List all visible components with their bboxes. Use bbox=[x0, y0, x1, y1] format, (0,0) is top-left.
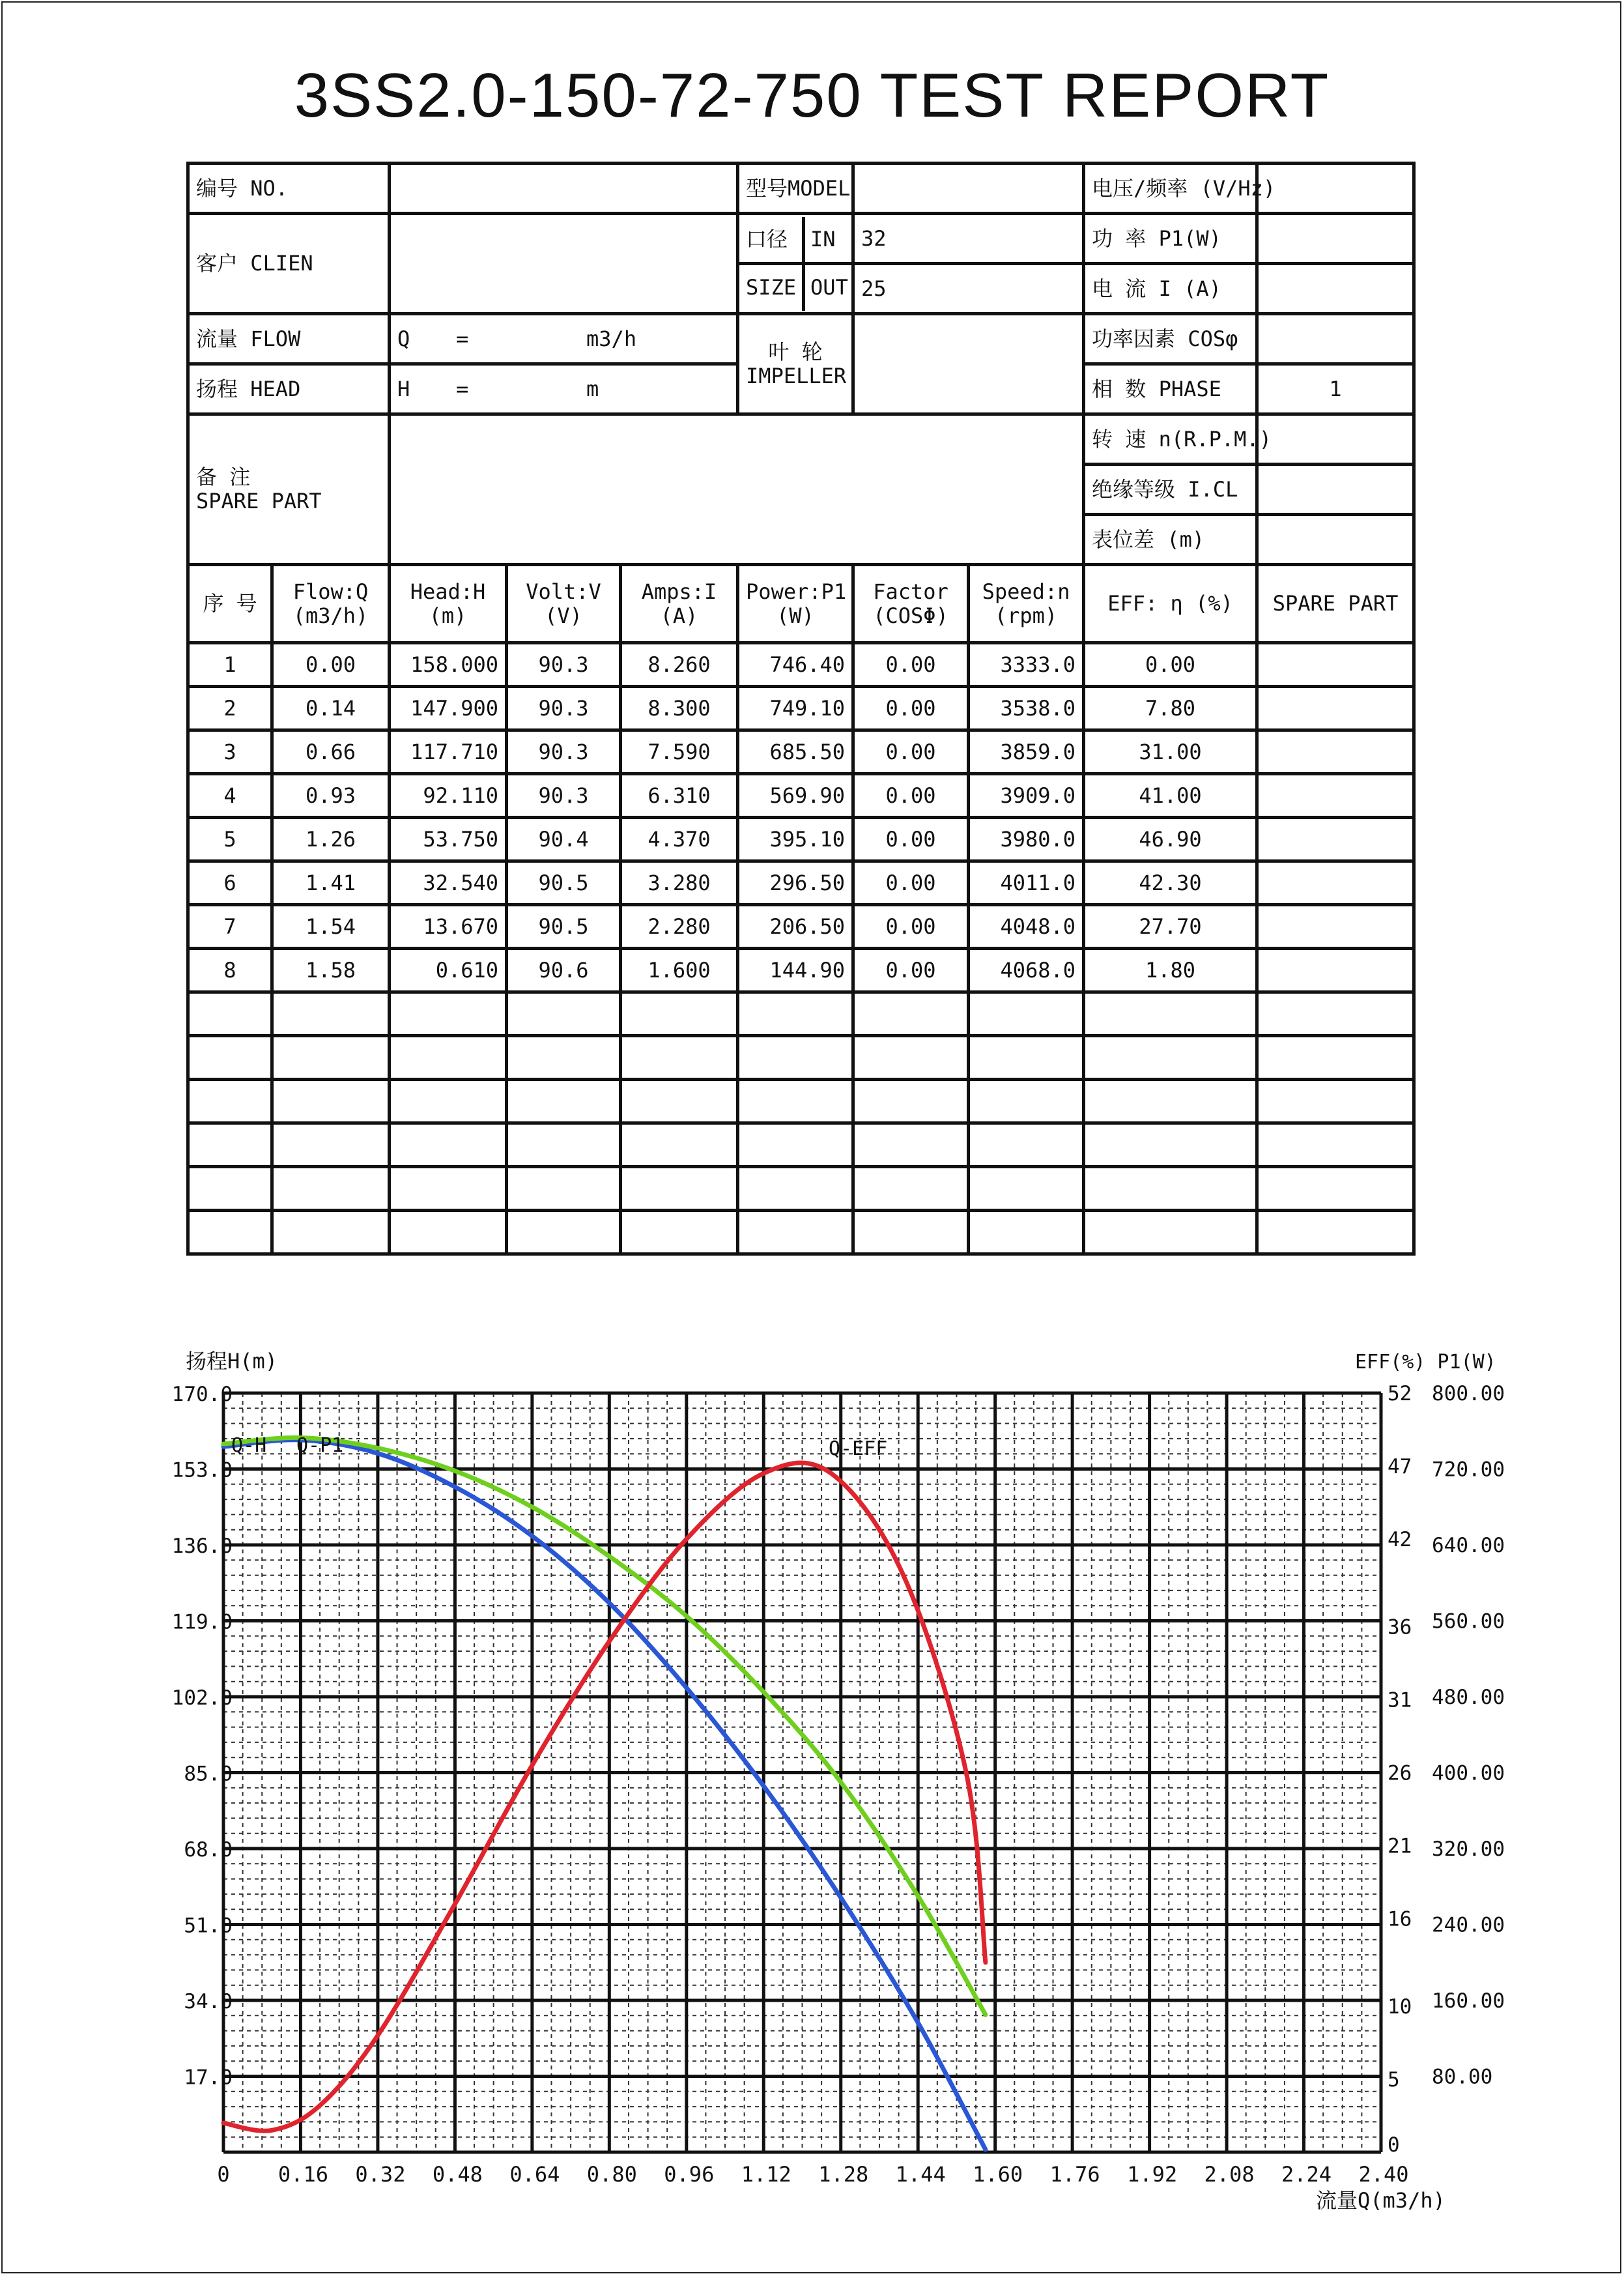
empty-cell bbox=[188, 1167, 272, 1211]
table-cell: 749.10 bbox=[738, 687, 853, 730]
table-cell bbox=[1257, 643, 1414, 687]
table-cell: 6.310 bbox=[621, 774, 738, 818]
empty-cell bbox=[188, 1211, 272, 1254]
empty-cell bbox=[621, 992, 738, 1036]
column-header-line: (rpm) bbox=[994, 603, 1058, 628]
empty-cell bbox=[738, 1123, 853, 1167]
x-tick-label: 0.32 bbox=[355, 2162, 406, 2187]
table-cell: 1.54 bbox=[272, 905, 390, 949]
impeller-value bbox=[853, 314, 1084, 414]
empty-cell bbox=[390, 1123, 507, 1167]
table-cell: 1.80 bbox=[1084, 949, 1257, 992]
table-cell: 117.710 bbox=[390, 730, 507, 774]
column-header-line: Volt:V bbox=[526, 579, 601, 604]
empty-cell bbox=[1257, 1167, 1414, 1211]
column-header-line: Amps:I bbox=[641, 579, 717, 604]
x-tick-label: 1.44 bbox=[895, 2162, 946, 2187]
table-cell: 0.66 bbox=[272, 730, 390, 774]
column-header-line: Head:H bbox=[410, 579, 486, 604]
x-tick-label: 1.92 bbox=[1127, 2162, 1178, 2187]
y-tick-label: 85.0 bbox=[184, 1762, 233, 1786]
data-section bbox=[188, 565, 1414, 1254]
x-tick-label: 1.12 bbox=[741, 2162, 791, 2187]
x-tick-label: 2.40 bbox=[1358, 2162, 1409, 2187]
model-label: 型号MODEL bbox=[738, 164, 853, 214]
column-header-line: Speed:n bbox=[982, 579, 1070, 604]
eff-tick-label: 5 bbox=[1388, 2067, 1400, 2092]
x-tick-label: 0.48 bbox=[432, 2162, 483, 2187]
table-cell: 7.590 bbox=[621, 730, 738, 774]
table-cell: 41.00 bbox=[1084, 774, 1257, 818]
table-cell: 395.10 bbox=[738, 818, 853, 861]
empty-cell bbox=[621, 1036, 738, 1080]
y-tick-label: 136.0 bbox=[171, 1534, 233, 1558]
y-tick-label: 102.0 bbox=[171, 1686, 233, 1710]
column-header bbox=[272, 565, 390, 643]
head-h: H bbox=[397, 376, 410, 401]
table-cell: 0.00 bbox=[853, 861, 969, 905]
table-cell: 31.00 bbox=[1084, 730, 1257, 774]
x-tick-label: 0.64 bbox=[509, 2162, 560, 2187]
empty-cell bbox=[507, 1036, 621, 1080]
y-tick-label: 153.0 bbox=[171, 1458, 233, 1482]
empty-cell bbox=[621, 1167, 738, 1211]
table-cell: 3859.0 bbox=[969, 730, 1084, 774]
column-header bbox=[738, 565, 853, 643]
x-tick-label: 0 bbox=[217, 2162, 230, 2187]
table-cell: 46.90 bbox=[1084, 818, 1257, 861]
remark-cn: 备 注 bbox=[196, 465, 251, 490]
flow-label: 流量 FLOW bbox=[188, 314, 390, 364]
table-cell: 0.610 bbox=[390, 949, 507, 992]
p1-tick-label: 560.00 bbox=[1432, 1609, 1505, 1634]
x-tick-label: 0.16 bbox=[278, 2162, 328, 2187]
empty-cell bbox=[1257, 1123, 1414, 1167]
table-row bbox=[188, 861, 1414, 905]
empty-cell bbox=[738, 992, 853, 1036]
x-axis-label: 流量Q(m3/h) bbox=[1316, 2188, 1446, 2213]
table-cell: 3538.0 bbox=[969, 687, 1084, 730]
y-axis-label: 扬程H(m) bbox=[186, 1349, 278, 1374]
factor-label: 功率因素 COSφ bbox=[1084, 314, 1257, 364]
column-header bbox=[1257, 565, 1414, 643]
empty-cell bbox=[1257, 992, 1414, 1036]
x-tick-label: 2.24 bbox=[1281, 2162, 1332, 2187]
column-header-line: (W) bbox=[776, 603, 814, 628]
insulation-value bbox=[1257, 465, 1414, 515]
x-tick-label: 1.60 bbox=[973, 2162, 1023, 2187]
empty-cell bbox=[738, 1167, 853, 1211]
size-cell bbox=[738, 214, 853, 314]
empty-table-row bbox=[188, 1167, 1414, 1211]
eff-tick-label: 21 bbox=[1388, 1834, 1412, 1858]
empty-cell bbox=[621, 1211, 738, 1254]
table-row bbox=[188, 905, 1414, 949]
flow-unit: m3/h bbox=[586, 326, 637, 351]
empty-cell bbox=[738, 1080, 853, 1123]
phase-value: 1 bbox=[1257, 364, 1414, 414]
eff-tick-label: 52 bbox=[1388, 1382, 1412, 1405]
table-cell: 746.40 bbox=[738, 643, 853, 687]
table-cell: 0.00 bbox=[853, 818, 969, 861]
y-tick-label: 34.0 bbox=[184, 1990, 233, 2013]
table-cell bbox=[1257, 774, 1414, 818]
empty-table-row bbox=[188, 1123, 1414, 1167]
size-in-label: IN bbox=[805, 217, 851, 266]
p1-tick-label: 400.00 bbox=[1432, 1761, 1505, 1785]
table-cell: 0.00 bbox=[1084, 643, 1257, 687]
p1-tick-label: 720.00 bbox=[1432, 1458, 1505, 1482]
table-cell: 0.00 bbox=[853, 905, 969, 949]
power-value bbox=[1257, 214, 1414, 264]
table-cell: 1.26 bbox=[272, 818, 390, 861]
y2-axis-label: EFF(%) P1(W) bbox=[1355, 1351, 1496, 1374]
table-cell: 8.260 bbox=[621, 643, 738, 687]
table-cell: 3 bbox=[188, 730, 272, 774]
table-cell: 32.540 bbox=[390, 861, 507, 905]
table-cell: 0.00 bbox=[853, 643, 969, 687]
table-cell: 4.370 bbox=[621, 818, 738, 861]
header-section bbox=[188, 164, 1414, 565]
empty-cell bbox=[272, 1080, 390, 1123]
head-unit: m bbox=[586, 376, 599, 401]
empty-cell bbox=[507, 1167, 621, 1211]
head-label: 扬程 HEAD bbox=[188, 364, 390, 414]
column-header-line: SPARE PART bbox=[1272, 591, 1399, 616]
empty-cell bbox=[853, 1211, 969, 1254]
column-header-line: Power:P1 bbox=[746, 579, 847, 604]
table-cell: 90.6 bbox=[507, 949, 621, 992]
column-header bbox=[621, 565, 738, 643]
x-tick-label: 0.96 bbox=[664, 2162, 715, 2187]
table-cell: 3980.0 bbox=[969, 818, 1084, 861]
table-cell: 0.00 bbox=[853, 687, 969, 730]
table-cell: 6 bbox=[188, 861, 272, 905]
y-tick-label: 51.0 bbox=[184, 1914, 233, 1938]
p1-tick-label: 640.00 bbox=[1432, 1534, 1505, 1557]
qp-annotation: Q-P1 bbox=[296, 1434, 344, 1457]
x-tick-label: 1.28 bbox=[818, 2162, 869, 2187]
p1-tick-label: 240.00 bbox=[1432, 1913, 1505, 1937]
empty-cell bbox=[188, 1036, 272, 1080]
table-cell: 685.50 bbox=[738, 730, 853, 774]
size-out-value: 25 bbox=[853, 264, 1084, 314]
empty-cell bbox=[969, 1036, 1084, 1080]
column-header-line: EFF: η (%) bbox=[1107, 591, 1233, 616]
empty-cell bbox=[188, 1080, 272, 1123]
phase-label: 相 数 PHASE bbox=[1084, 364, 1257, 414]
table-cell: 53.750 bbox=[390, 818, 507, 861]
y-tick-label: 119.0 bbox=[171, 1610, 233, 1634]
empty-cell bbox=[1257, 1211, 1414, 1254]
table-header-row bbox=[188, 565, 1414, 643]
table-cell: 42.30 bbox=[1084, 861, 1257, 905]
flow-value bbox=[390, 314, 738, 364]
table-cell: 0.00 bbox=[853, 949, 969, 992]
table-cell bbox=[1257, 949, 1414, 992]
y-tick-label: 170.0 bbox=[171, 1383, 233, 1406]
size-in-value: 32 bbox=[853, 214, 1084, 264]
table-cell: 7 bbox=[188, 905, 272, 949]
table-cell bbox=[1257, 730, 1414, 774]
column-header-line: 序 号 bbox=[203, 591, 257, 616]
table-cell: 4048.0 bbox=[969, 905, 1084, 949]
column-header-line: (COSΦ) bbox=[873, 603, 948, 628]
meter-label: 表位差 (m) bbox=[1084, 515, 1257, 565]
empty-cell bbox=[969, 992, 1084, 1036]
table-cell: 0.93 bbox=[272, 774, 390, 818]
qh-annotation: Q-H bbox=[231, 1434, 267, 1457]
column-header-line: (V) bbox=[545, 603, 582, 628]
empty-cell bbox=[969, 1123, 1084, 1167]
column-header bbox=[390, 565, 507, 643]
empty-cell bbox=[390, 1080, 507, 1123]
flow-eq: = bbox=[456, 326, 469, 351]
empty-cell bbox=[1257, 1036, 1414, 1080]
table-row bbox=[188, 774, 1414, 818]
empty-cell bbox=[969, 1167, 1084, 1211]
head-value bbox=[390, 364, 738, 414]
empty-cell bbox=[1084, 1167, 1257, 1211]
eff-tick-label: 16 bbox=[1388, 1907, 1412, 1931]
speed-label: 转 速 n(R.P.M.) bbox=[1084, 414, 1257, 465]
table-cell: 144.90 bbox=[738, 949, 853, 992]
remark-en: SPARE PART bbox=[196, 489, 322, 513]
column-header-line: (A) bbox=[660, 603, 698, 628]
table-cell: 90.5 bbox=[507, 905, 621, 949]
column-header bbox=[507, 565, 621, 643]
empty-cell bbox=[1257, 1080, 1414, 1123]
empty-cell bbox=[621, 1080, 738, 1123]
p1-tick-label: 480.00 bbox=[1432, 1686, 1505, 1709]
empty-cell bbox=[272, 992, 390, 1036]
eff-tick-label: 47 bbox=[1388, 1455, 1412, 1479]
table-cell: 4068.0 bbox=[969, 949, 1084, 992]
empty-cell bbox=[390, 1211, 507, 1254]
current-label: 电 流 I (A) bbox=[1084, 264, 1257, 314]
current-value bbox=[1257, 264, 1414, 314]
empty-table-row bbox=[188, 992, 1414, 1036]
empty-cell bbox=[507, 1080, 621, 1123]
empty-cell bbox=[390, 992, 507, 1036]
empty-cell bbox=[853, 1167, 969, 1211]
column-header bbox=[188, 565, 272, 643]
table-cell: 1.41 bbox=[272, 861, 390, 905]
table-cell: 90.3 bbox=[507, 687, 621, 730]
empty-cell bbox=[272, 1211, 390, 1254]
eff-tick-label: 0 bbox=[1388, 2133, 1400, 2157]
head-eq: = bbox=[456, 376, 469, 401]
empty-cell bbox=[853, 1123, 969, 1167]
size-out-label: OUT bbox=[810, 275, 848, 300]
table-cell: 27.70 bbox=[1084, 905, 1257, 949]
client-label: 客户 CLIEN bbox=[188, 214, 390, 314]
table-cell: 2.280 bbox=[621, 905, 738, 949]
empty-cell bbox=[188, 992, 272, 1036]
empty-cell bbox=[272, 1123, 390, 1167]
size-cn-label: 口径 bbox=[739, 217, 802, 266]
eff-tick-label: 10 bbox=[1388, 1995, 1412, 2019]
remark-value bbox=[390, 414, 1084, 565]
empty-cell bbox=[272, 1036, 390, 1080]
table-cell: 3.280 bbox=[621, 861, 738, 905]
size-en-label: SIZE bbox=[746, 275, 797, 300]
table-cell bbox=[1257, 905, 1414, 949]
empty-cell bbox=[390, 1036, 507, 1080]
y-tick-label: 17.0 bbox=[184, 2066, 233, 2090]
table-cell: 90.4 bbox=[507, 818, 621, 861]
empty-cell bbox=[272, 1167, 390, 1211]
table-cell: 90.3 bbox=[507, 643, 621, 687]
column-header bbox=[1084, 565, 1257, 643]
eff-tick-label: 31 bbox=[1388, 1688, 1412, 1712]
empty-cell bbox=[969, 1211, 1084, 1254]
flow-q: Q bbox=[397, 326, 410, 351]
impeller-en: IMPELLER bbox=[746, 363, 847, 388]
factor-value bbox=[1257, 314, 1414, 364]
empty-cell bbox=[1084, 1211, 1257, 1254]
table-cell: 8.300 bbox=[621, 687, 738, 730]
table-cell: 1 bbox=[188, 643, 272, 687]
empty-cell bbox=[390, 1167, 507, 1211]
empty-cell bbox=[1084, 1123, 1257, 1167]
column-header-line: Flow:Q bbox=[292, 579, 369, 604]
p1-tick-label: 80.00 bbox=[1432, 2065, 1493, 2089]
table-cell: 0.00 bbox=[853, 730, 969, 774]
empty-cell bbox=[507, 1123, 621, 1167]
eff-tick-label: 42 bbox=[1388, 1528, 1412, 1552]
table-cell: 90.3 bbox=[507, 730, 621, 774]
table-cell: 0.00 bbox=[272, 643, 390, 687]
empty-cell bbox=[853, 992, 969, 1036]
table-cell: 5 bbox=[188, 818, 272, 861]
column-header-line: (m) bbox=[429, 603, 467, 628]
table-cell: 147.900 bbox=[390, 687, 507, 730]
empty-cell bbox=[507, 992, 621, 1036]
impeller-label bbox=[738, 314, 853, 414]
x-tick-label: 1.76 bbox=[1049, 2162, 1100, 2187]
table-row bbox=[188, 643, 1414, 687]
table-cell: 3909.0 bbox=[969, 774, 1084, 818]
performance-chart bbox=[0, 1342, 1624, 2254]
table-cell bbox=[1257, 818, 1414, 861]
column-header bbox=[969, 565, 1084, 643]
p1-tick-label: 320.00 bbox=[1432, 1837, 1505, 1861]
report-title: 3SS2.0-150-72-750 TEST REPORT bbox=[294, 61, 1330, 130]
empty-cell bbox=[853, 1080, 969, 1123]
empty-cell bbox=[1084, 1036, 1257, 1080]
empty-table-row bbox=[188, 1080, 1414, 1123]
empty-cell bbox=[1084, 1080, 1257, 1123]
table-cell: 2 bbox=[188, 687, 272, 730]
table-cell: 206.50 bbox=[738, 905, 853, 949]
column-header-line: Factor bbox=[873, 579, 948, 604]
table-cell: 3333.0 bbox=[969, 643, 1084, 687]
empty-table-row bbox=[188, 1211, 1414, 1254]
table-cell: 1.58 bbox=[272, 949, 390, 992]
empty-cell bbox=[969, 1080, 1084, 1123]
x-tick-label: 2.08 bbox=[1204, 2162, 1255, 2187]
empty-cell bbox=[738, 1211, 853, 1254]
p1-tick-label: 160.00 bbox=[1432, 1989, 1505, 2013]
table-cell: 4 bbox=[188, 774, 272, 818]
table-row bbox=[188, 730, 1414, 774]
voltage-label: 电压/频率 (V/Hz) bbox=[1084, 164, 1257, 214]
power-label: 功 率 P1(W) bbox=[1084, 214, 1257, 264]
table-cell: 4011.0 bbox=[969, 861, 1084, 905]
column-header bbox=[853, 565, 969, 643]
eff-tick-label: 26 bbox=[1388, 1761, 1412, 1785]
p1-tick-label: 800.00 bbox=[1432, 1382, 1505, 1405]
table-cell: 90.3 bbox=[507, 774, 621, 818]
voltage-value bbox=[1257, 164, 1414, 214]
meter-value bbox=[1257, 515, 1414, 565]
table-cell: 0.14 bbox=[272, 687, 390, 730]
y-tick-label: 68.0 bbox=[184, 1838, 233, 1862]
qp-curve bbox=[223, 1437, 986, 2015]
empty-cell bbox=[621, 1123, 738, 1167]
empty-cell bbox=[1084, 992, 1257, 1036]
table-row bbox=[188, 687, 1414, 730]
table-cell: 569.90 bbox=[738, 774, 853, 818]
no-label: 编号 NO. bbox=[188, 164, 390, 214]
empty-cell bbox=[188, 1123, 272, 1167]
empty-cell bbox=[853, 1036, 969, 1080]
empty-table-row bbox=[188, 1036, 1414, 1080]
empty-cell bbox=[507, 1211, 621, 1254]
column-header-line: (m3/h) bbox=[292, 603, 369, 628]
impeller-cn: 叶 轮 bbox=[768, 339, 823, 364]
no-value bbox=[390, 164, 738, 214]
table-cell: 158.000 bbox=[390, 643, 507, 687]
table-cell: 8 bbox=[188, 949, 272, 992]
table-cell bbox=[1257, 861, 1414, 905]
speed-value bbox=[1257, 414, 1414, 465]
table-cell: 296.50 bbox=[738, 861, 853, 905]
table-cell: 13.670 bbox=[390, 905, 507, 949]
table-row bbox=[188, 818, 1414, 861]
eff-tick-label: 36 bbox=[1388, 1615, 1412, 1639]
table-cell: 90.5 bbox=[507, 861, 621, 905]
remark-label bbox=[188, 414, 390, 565]
insulation-label: 绝缘等级 I.CL bbox=[1084, 465, 1257, 515]
model-value bbox=[853, 164, 1084, 214]
table-cell: 0.00 bbox=[853, 774, 969, 818]
table-cell: 7.80 bbox=[1084, 687, 1257, 730]
empty-cell bbox=[738, 1036, 853, 1080]
qeff-annotation: Q-EFF bbox=[829, 1437, 888, 1460]
client-value bbox=[390, 214, 738, 314]
report-table bbox=[186, 162, 1416, 1256]
table-cell: 92.110 bbox=[390, 774, 507, 818]
table-row bbox=[188, 949, 1414, 992]
table-cell bbox=[1257, 687, 1414, 730]
qeff-curve bbox=[223, 1463, 986, 2131]
x-tick-label: 0.80 bbox=[586, 2162, 637, 2187]
table-cell: 1.600 bbox=[621, 949, 738, 992]
